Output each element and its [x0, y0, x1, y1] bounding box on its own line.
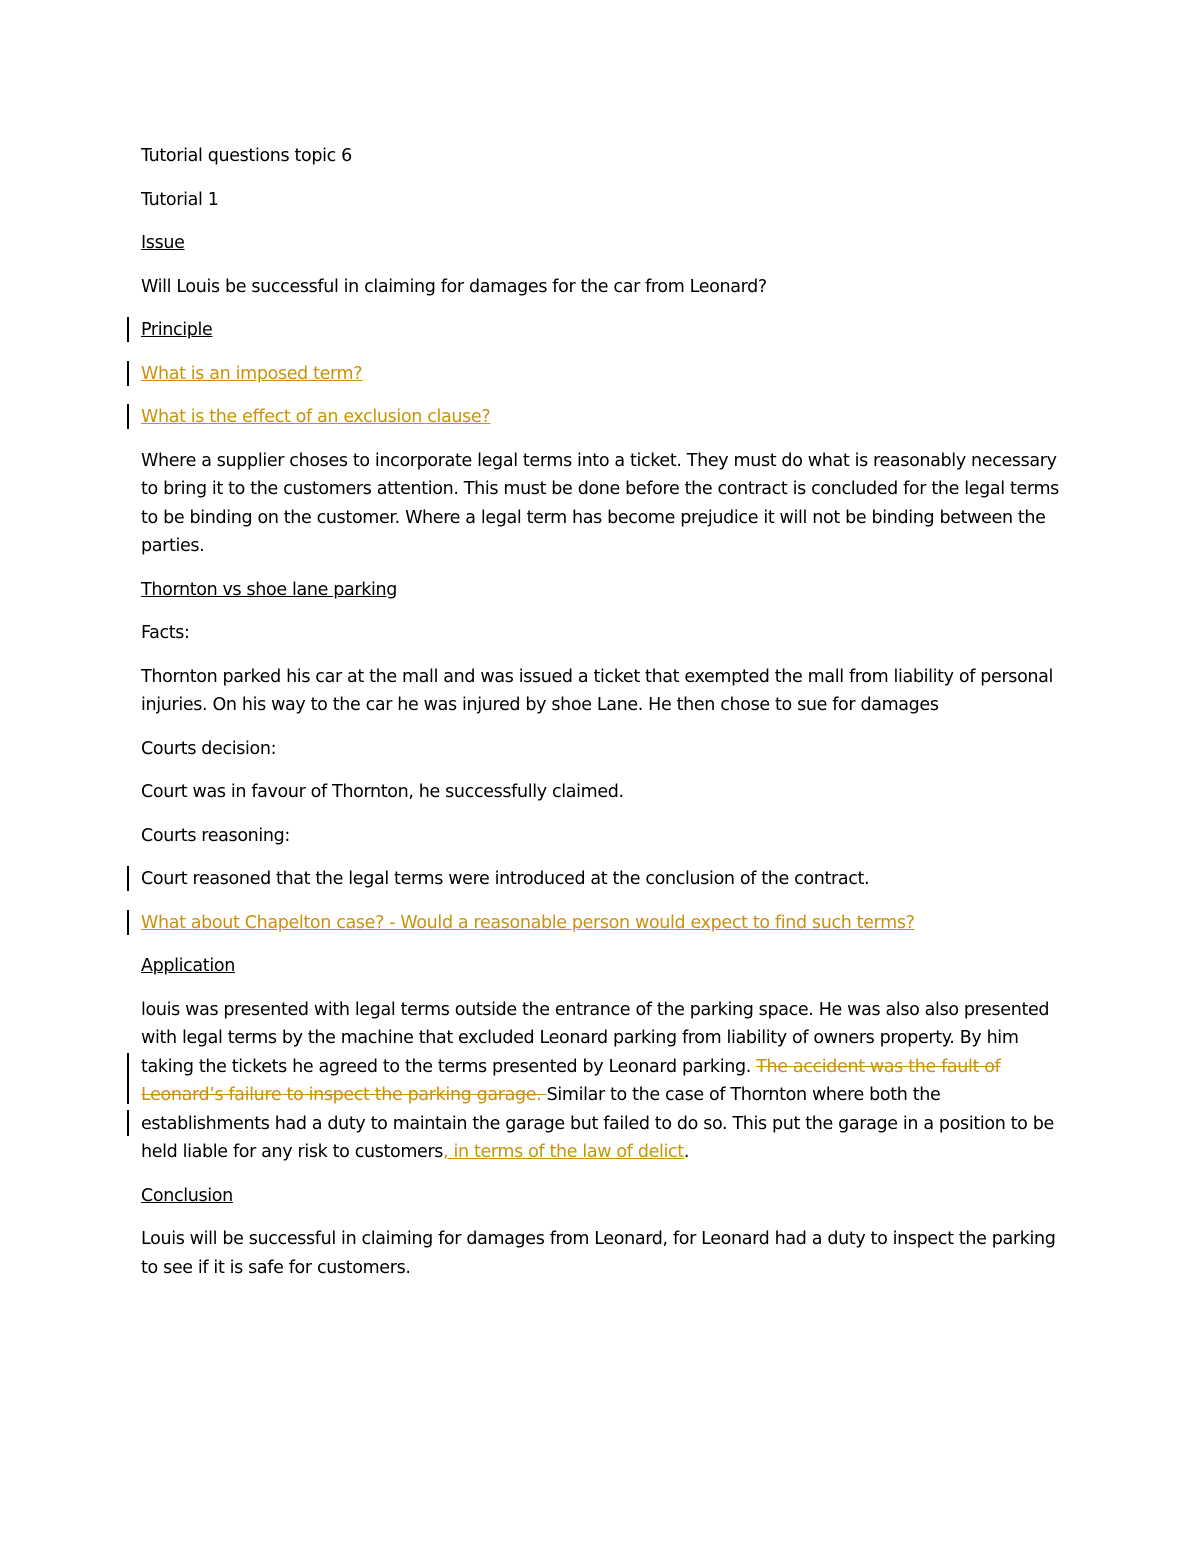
principle-comment-2-paragraph [141, 403, 1061, 432]
inserted-comment-imposed-term: What is an imposed term? [141, 363, 363, 384]
principle-heading: Principle [141, 320, 213, 340]
principle-heading-paragraph [141, 316, 1061, 345]
application-text-1: louis was presented with legal terms outside the entrance of the parking space. He was also also presented with legal terms by the machine that excluded Leonard parking from liability of owners property. By him taking the tickets he agreed to the terms presented by Leonard parking. [141, 999, 1050, 1077]
document-subtitle: Tutorial 1 [141, 189, 219, 210]
change-bar [127, 910, 129, 935]
decision-label: Courts decision: [141, 738, 277, 759]
reasoning-text-paragraph [141, 865, 1061, 894]
issue-question: Will Louis be successful in claiming for damages for the car from Leonard? [141, 276, 767, 297]
facts-text: Thornton parked his car at the mall and was issued a ticket that exempted the mall from liability of personal injuries. On his way to the car he was injured by shoe Lane. He then chose to sue for damages [141, 666, 1054, 715]
change-bar [127, 1053, 129, 1104]
change-bar [127, 361, 129, 386]
conclusion-heading: Conclusion [141, 1185, 233, 1206]
application-text-2: Similar to the case of Thornton where both the establishments had a duty to maintain the garage but failed to do so. This put the garage in a position to be held liable for any risk to customers [141, 1085, 1054, 1162]
change-bar [127, 317, 129, 342]
inserted-text: , in terms of the law of delict [443, 1142, 684, 1162]
reasoning-label: Courts reasoning: [141, 825, 290, 846]
inserted-comment-chapelton: What about Chapelton case? - Would a reasonable person would expect to find such terms? [141, 912, 915, 933]
case-comment-paragraph [141, 909, 1061, 938]
facts-label: Facts: [141, 623, 190, 643]
change-bar [127, 1110, 129, 1136]
case-heading: Thornton vs shoe lane parking [141, 579, 398, 600]
reasoning-text: Court reasoned that the legal terms were introduced at the conclusion of the contract. [141, 869, 870, 889]
document-title: Tutorial questions topic 6 [141, 146, 352, 166]
application-text-3: . [683, 1142, 690, 1162]
application-paragraph [141, 996, 1061, 1167]
change-bar [127, 866, 129, 891]
conclusion-text: Louis will be successful in claiming for damages from Leonard, for Leonard had a duty to inspect the parking to see if it is safe for customers. [141, 1229, 1056, 1278]
decision-text: Court was in favour of Thornton, he successfully claimed. [141, 782, 624, 802]
deleted-text: The accident was the fault of Leonard’s failure to inspect the parking garage. [141, 1056, 1001, 1105]
application-heading: Application [141, 956, 235, 976]
issue-heading: Issue [141, 233, 185, 253]
inserted-comment-exclusion-clause: What is the effect of an exclusion clause? [141, 407, 491, 427]
principle-text: Where a supplier choses to incorporate legal terms into a ticket. They must do what is reasonably necessary to bring it to the customers attention. This must be done before the contract is concluded for the legal terms to be binding on the customer. Where a legal term has become prejudice it will not be binding between the parties. [141, 450, 1059, 556]
change-bar [127, 404, 129, 429]
document-body [141, 142, 1061, 1297]
principle-comment-1-paragraph [141, 360, 1061, 389]
